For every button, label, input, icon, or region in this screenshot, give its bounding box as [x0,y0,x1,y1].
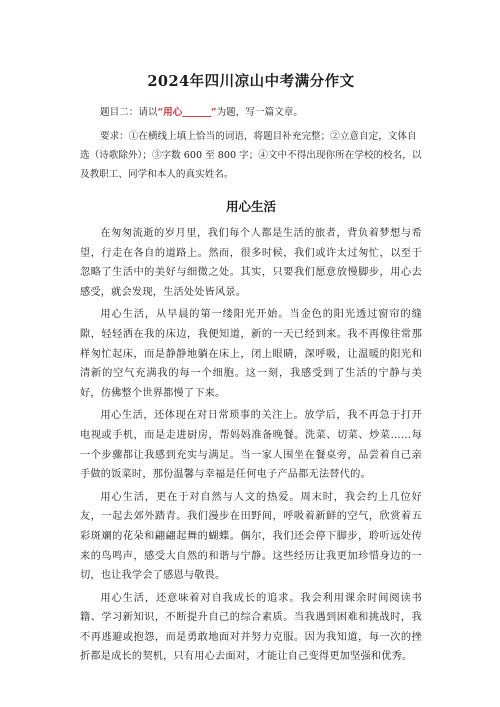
essay-title: 用心生活 [225,199,276,214]
requirements-text: 要求：①在横线上填上恰当的词语，将题目补充完整；②立意自定，文体自选（诗歌除外）；③字数 600 至 800 字；④文中不得出现你所在学校的校名，以及教职工、同学和本人的真实姓名。 [80,131,422,180]
prompt-highlight: “用心______” [157,107,217,118]
document-title: 2024年四川凉山中考满分作文 [147,73,355,90]
essay-paragraph-3: 用心生活，还体现在对日常琐事的关注上。放学后，我不再急于打开电视或手机，而是走进厨房，帮妈妈准备晚餐。洗菜、切菜、炒菜……每一个步骤都让我感到充实与满足。当一家人围坐在餐桌旁，品尝着自己亲手做的饭菜时，那份温馨与幸福是任何电子产品都无法替代的。 [80,410,422,481]
essay-requirements [80,127,422,184]
essay-prompt [80,103,422,122]
essay-paragraph-2: 用心生活，从早晨的第一缕阳光开始。当金色的阳光透过窗帘的缝隙，轻轻洒在我的床边，我便知道，新的一天已经到来。我不再像往常那样匆忙起床，而是静静地躺在床上，闭上眼睛，深呼吸，让温暖的阳光和清新的空气充满我的每一个细胞。这一刻，我感受到了生活的宁静与美好，仿佛整个世界都慢了下来。 [80,309,422,399]
essay-paragraph-4: 用心生活，更在于对自然与人文的热爱。周末时，我会约上几位好友，一起去郊外踏青。我们漫步在田野间，呼吸着新鲜的空气，欣赏着五彩斑斓的花朵和翩翩起舞的蝴蝶。偶尔，我们还会停下脚步，聆听远处传来的鸟鸣声，感受大自然的和谐与宁静。这些经历让我更加珍惜身边的一切，也让我学会了感恩与敬畏。 [80,491,422,582]
prompt-prefix: 题目二：请以 [100,107,158,118]
prompt-suffix: 为题，写一篇文章。 [216,107,303,118]
essay-paragraph-5: 用心生活，还意味着对自我成长的追求。我会利用课余时间阅读书籍、学习新知识，不断提升自己的综合素质。当我遇到困难和挑战时，我不再逃避或抱怨，而是勇敢地面对并努力克服。因为我知道，每一次的挫折都是成长的契机，只有用心去面对，才能让自己变得更加坚强和优秀。 [80,592,422,663]
essay-paragraph-1: 在匆匆流逝的岁月里，我们每个人都是生活的旅者，背负着梦想与希望，行走在各自的道路上。然而，很多时候，我们或许太过匆忙，以至于忽略了生活中的美好与细微之处。其实，只要我们愿意放慢脚步，用心去感受，就会发现，生活处处皆风景。 [80,228,422,298]
